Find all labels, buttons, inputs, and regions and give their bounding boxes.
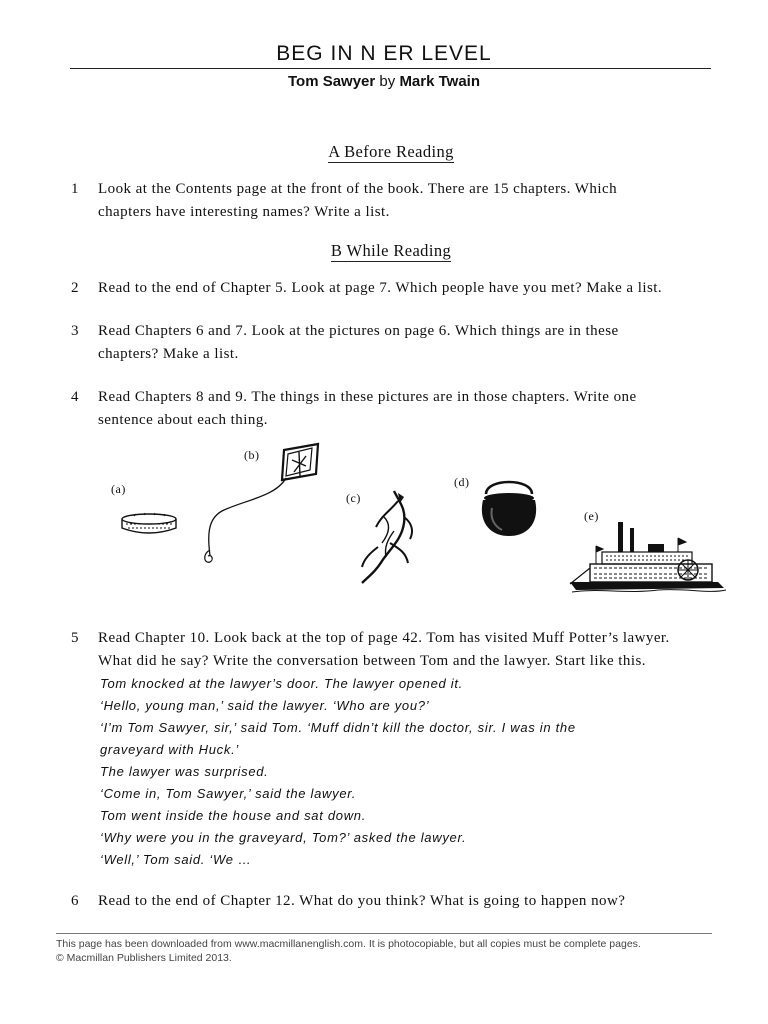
- example-line: graveyard with Huck.’: [100, 742, 239, 757]
- question-5-number: 5: [71, 630, 79, 646]
- example-line: ‘Hello, young man,’ said the lawyer. ‘Who are you?’: [100, 698, 430, 713]
- footer-copyright: © Macmillan Publishers Limited 2013.: [56, 952, 232, 964]
- by-text: by: [379, 73, 396, 90]
- example-line: ‘Well,’ Tom said. ‘We …: [100, 852, 252, 867]
- dead-cat-icon: [354, 487, 420, 587]
- question-2-text: Read to the end of Chapter 5. Look at page 7. Which people have you met? Make a list.: [98, 280, 663, 296]
- question-5-text: Read Chapter 10. Look back at the top of page 42. Tom has visited Muff Potter’s lawyer.: [98, 630, 670, 646]
- example-line: ‘Why were you in the graveyard, Tom?’ asked the lawyer.: [100, 830, 467, 845]
- question-6-text: Read to the end of Chapter 12. What do you think? What is going to happen now?: [98, 893, 626, 909]
- question-4-text: Read Chapters 8 and 9. The things in these pictures are in those chapters. Write one: [98, 389, 637, 405]
- book-subtitle: [0, 73, 768, 90]
- header-rule: [70, 68, 711, 69]
- picture-d-label: (d): [454, 475, 470, 489]
- example-line: Tom knocked at the lawyer’s door. The lawyer opened it.: [100, 676, 463, 691]
- author-name: Mark Twain: [399, 73, 481, 90]
- example-line: The lawyer was surprised.: [100, 764, 269, 779]
- picture-e-label: (e): [584, 509, 599, 523]
- question-5-text: What did he say? Write the conversation between Tom and the lawyer. Start like this.: [98, 653, 646, 669]
- picture-a-label: (a): [111, 482, 126, 496]
- pot-icon: [474, 468, 544, 540]
- picture-c-label: (c): [346, 491, 361, 505]
- question-1-text: chapters have interesting names? Write a list.: [98, 204, 390, 220]
- example-line: ‘Come in, Tom Sawyer,’ said the lawyer.: [100, 786, 357, 801]
- question-2-number: 2: [71, 280, 79, 296]
- steamboat-icon: [568, 518, 728, 596]
- book-title: Tom Sawyer: [287, 73, 376, 90]
- question-3-text: Read Chapters 6 and 7. Look at the pictures on page 6. Which things are in these: [98, 323, 619, 339]
- question-1-number: 1: [71, 181, 79, 197]
- level-heading: BEG IN N ER LEVEL: [276, 42, 492, 65]
- picture-b-label: (b): [244, 448, 260, 462]
- question-6-number: 6: [71, 893, 79, 909]
- question-4-text: sentence about each thing.: [98, 412, 268, 428]
- cake-icon: [114, 510, 184, 540]
- footer-notice: This page has been downloaded from www.macmillanenglish.com. It is photocopiable, but all copies must be complete pages.: [56, 938, 641, 950]
- section-b-heading: B While Reading: [330, 241, 452, 260]
- example-line: Tom went inside the house and sat down.: [100, 808, 367, 823]
- question-3-number: 3: [71, 323, 79, 339]
- section-a-heading: A Before Reading: [328, 142, 454, 161]
- question-4-number: 4: [71, 389, 79, 405]
- footer-rule: [56, 933, 712, 934]
- question-1-text: Look at the Contents page at the front of the book. There are 15 chapters. Which: [98, 181, 618, 197]
- example-line: ‘I’m Tom Sawyer, sir,’ said Tom. ‘Muff didn’t kill the doctor, sir. I was in the: [100, 720, 576, 735]
- question-3-text: chapters? Make a list.: [98, 346, 239, 362]
- kite-icon: [196, 438, 331, 570]
